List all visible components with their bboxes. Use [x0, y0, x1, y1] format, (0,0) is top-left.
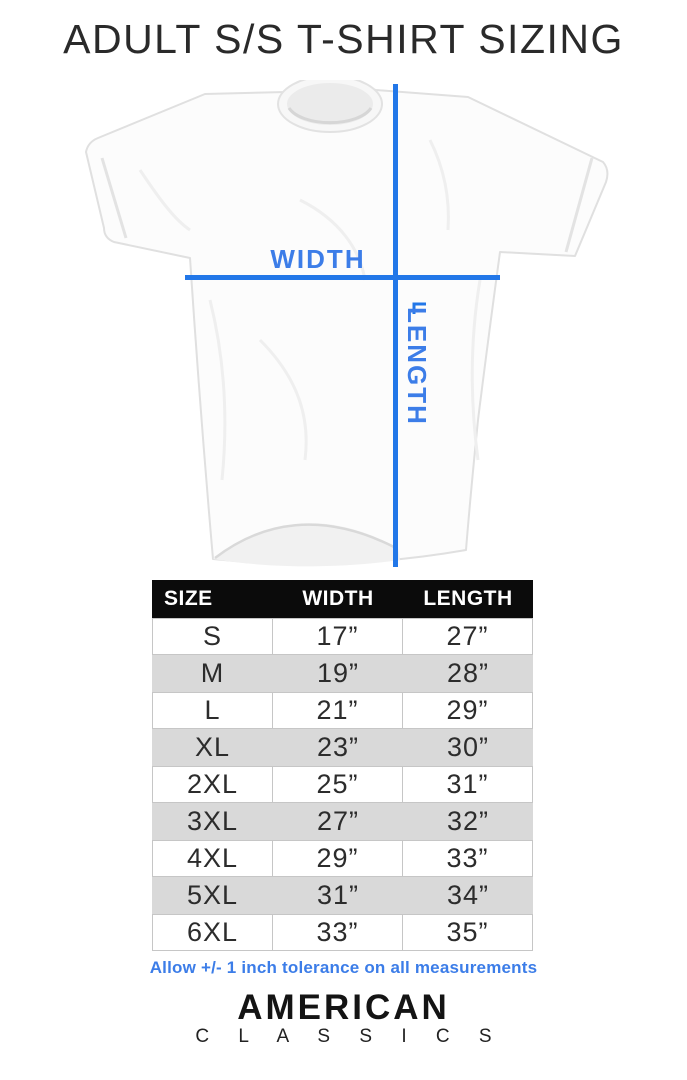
cell-length: 30”: [403, 729, 533, 766]
table-row: [152, 914, 533, 951]
table-row: [152, 840, 533, 877]
size-chart-table: [152, 580, 533, 951]
cell-length: 29”: [403, 692, 533, 729]
cell-width: 31”: [273, 877, 403, 914]
cell-size: 4XL: [152, 840, 273, 877]
length-label: LENGTH: [402, 307, 432, 426]
table-header-row: [152, 580, 533, 618]
cell-width: 21”: [273, 692, 403, 729]
cell-width: 19”: [273, 655, 403, 692]
cell-size: 6XL: [152, 914, 273, 951]
page-title: ADULT S/S T-SHIRT SIZING: [63, 16, 624, 62]
brand-logo-line1: AMERICAN: [237, 988, 450, 1027]
tshirt-diagram: [0, 80, 687, 580]
cell-size: XL: [152, 729, 273, 766]
cell-length: 35”: [403, 914, 533, 951]
cell-width: 23”: [273, 729, 403, 766]
brand-logo: [0, 990, 687, 1047]
table-row: [152, 877, 533, 914]
width-label: WIDTH: [270, 244, 366, 274]
table-row: [152, 655, 533, 692]
header-size: SIZE: [164, 587, 213, 610]
cell-size: M: [152, 655, 273, 692]
cell-width: 25”: [273, 766, 403, 803]
table-row: [152, 766, 533, 803]
cell-length: 33”: [403, 840, 533, 877]
cell-size: 5XL: [152, 877, 273, 914]
tshirt-body: [86, 84, 607, 563]
table-row: [152, 692, 533, 729]
cell-length: 32”: [403, 803, 533, 840]
cell-width: 33”: [273, 914, 403, 951]
cell-size: L: [152, 692, 273, 729]
header-width: WIDTH: [302, 587, 374, 610]
tshirt-illustration: [0, 80, 687, 580]
cell-length: 31”: [403, 766, 533, 803]
brand-logo-line2: C L A S S I C S: [195, 1026, 504, 1047]
cell-length: 34”: [403, 877, 533, 914]
cell-width: 27”: [273, 803, 403, 840]
header-length: LENGTH: [423, 587, 513, 610]
collar-opening: [287, 83, 373, 125]
length-line: [393, 84, 398, 567]
cell-width: 17”: [273, 618, 403, 655]
tolerance-note: Allow +/- 1 inch tolerance on all measurements: [149, 958, 538, 977]
table-row: [152, 803, 533, 840]
cell-size: 2XL: [152, 766, 273, 803]
cell-width: 29”: [273, 840, 403, 877]
cell-size: 3XL: [152, 803, 273, 840]
table-row: [152, 729, 533, 766]
cell-length: 28”: [403, 655, 533, 692]
cell-size: S: [152, 618, 273, 655]
table-row: [152, 618, 533, 655]
width-line: [185, 275, 500, 280]
cell-length: 27”: [403, 618, 533, 655]
